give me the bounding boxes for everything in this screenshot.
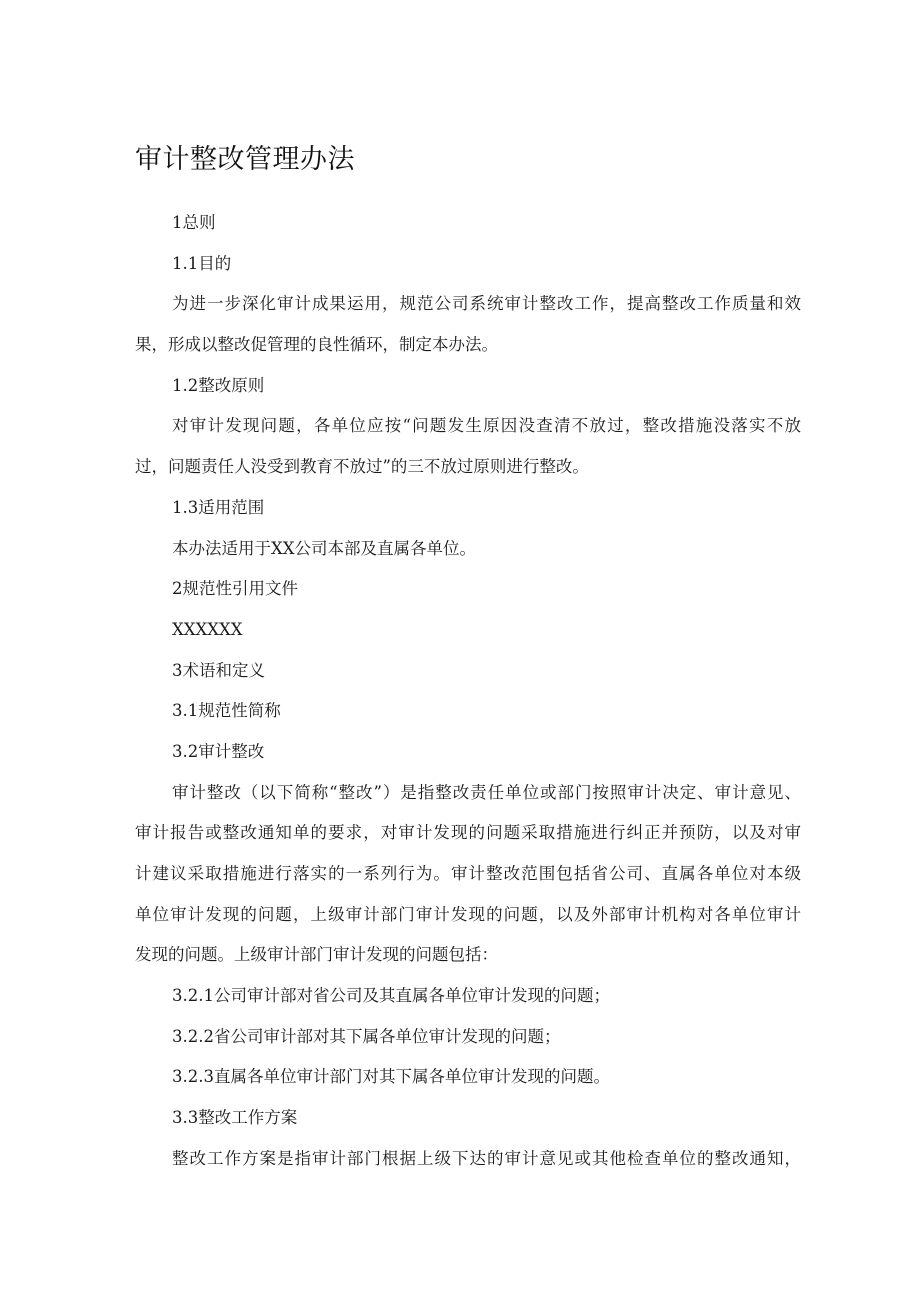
section-heading: 2规范性引用文件 (172, 579, 298, 599)
subsection-heading: 1.2整改原则 (172, 375, 265, 395)
list-item: 3.2.1公司审计部对省公司及其直属各单位审计发现的问题； (172, 986, 610, 1006)
subsection-heading: 3.1规范性简称 (172, 701, 281, 721)
document-title: 审计整改管理办法 (135, 144, 355, 175)
paragraph-line: 果，形成以整改促管理的良性循环，制定本办法。 (135, 335, 498, 355)
paragraph-line: 为进一步深化审计成果运用，规范公司系统审计整改工作，提高整改工作质量和效 (172, 294, 801, 314)
paragraph-line: 计建议采取措施进行落实的一系列行为。审计整改范围包括省公司、直属各单位对本级 (135, 864, 801, 883)
document-body (135, 203, 801, 1180)
paragraph-line: 过，问题责任人没受到教育不放过”的三不放过原则进行整改。 (135, 457, 589, 477)
section-heading: 3术语和定义 (172, 660, 265, 680)
list-item: 3.2.2省公司审计部对其下属各单位审计发现的问题； (172, 1026, 561, 1046)
paragraph-line: XXXXXX (172, 619, 243, 639)
subsection-heading: 3.2审计整改 (172, 741, 265, 761)
paragraph-line: 审计报告或整改通知单的要求，对审计发现的问题采取措施进行纠正并预防，以及对审 (135, 823, 801, 843)
paragraph-line: 本办法适用于XX公司本部及直属各单位。 (172, 538, 476, 558)
paragraph-line: 审计整改（以下简称“整改”）是指整改责任单位或部门按照审计决定、审计意见、 (172, 782, 801, 802)
paragraph-line: 发现的问题。上级审计部门审计发现的问题包括： (135, 945, 498, 965)
list-item: 3.2.3直属各单位审计部门对其下属各单位审计发现的问题。 (172, 1067, 610, 1087)
subsection-heading: 1.1目的 (172, 253, 232, 273)
paragraph-line: 整改工作方案是指审计部门根据上级下达的审计意见或其他检查单位的整改通知， (172, 1148, 801, 1168)
subsection-heading: 3.3整改工作方案 (172, 1108, 298, 1128)
section-heading: 1总则 (172, 213, 216, 232)
paragraph-line: 对审计发现问题，各单位应按“问题发生原因没查清不放过，整改措施没落实不放 (172, 416, 801, 436)
paragraph-line: 单位审计发现的问题，上级审计部门审计发现的问题，以及外部审计机构对各单位审计 (135, 904, 801, 924)
subsection-heading: 1.3适用范围 (172, 497, 265, 517)
